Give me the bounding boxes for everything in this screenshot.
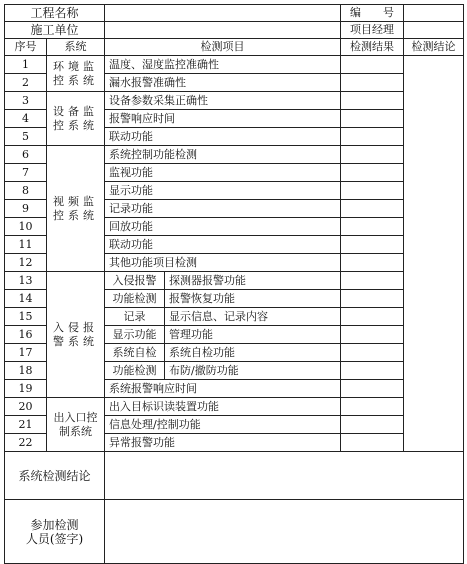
item-label: 联动功能: [105, 236, 341, 254]
item-label: 其他功能项目检测: [105, 254, 341, 272]
item-label: 报警恢复功能: [165, 290, 341, 308]
number-field[interactable]: [404, 5, 464, 22]
result-cell[interactable]: [341, 146, 404, 164]
project-name-field[interactable]: [105, 5, 341, 22]
contractor-label: 施工单位: [5, 22, 105, 39]
participants-label: [5, 500, 105, 564]
row-number: 19: [5, 380, 47, 398]
result-cell[interactable]: [341, 236, 404, 254]
col-system: 系统: [47, 39, 105, 56]
table-row: [5, 92, 464, 110]
col-item: 检测项目: [105, 39, 341, 56]
subgroup-record-line2: 显示功能: [105, 326, 165, 344]
item-label: 设备参数采集正确性: [105, 92, 341, 110]
result-cell[interactable]: [341, 398, 404, 416]
project-manager-label: 项目经理: [341, 22, 404, 39]
result-cell[interactable]: [341, 74, 404, 92]
system-env: 环境监控系统: [47, 56, 105, 92]
row-number: 3: [5, 92, 47, 110]
row-number: 1: [5, 56, 47, 74]
participants-row: [5, 500, 464, 564]
result-cell[interactable]: [341, 92, 404, 110]
table-row: [5, 398, 464, 416]
table-row: [5, 56, 464, 74]
row-number: 16: [5, 326, 47, 344]
system-access: 出入口控制系统: [47, 398, 105, 452]
result-cell[interactable]: [341, 362, 404, 380]
project-manager-field[interactable]: [404, 22, 464, 39]
result-cell[interactable]: [341, 308, 404, 326]
item-label: 记录功能: [105, 200, 341, 218]
participants-label-line2: 人员(签字): [25, 531, 84, 546]
result-cell[interactable]: [341, 182, 404, 200]
system-conclusion-field[interactable]: [105, 452, 464, 500]
contractor-field[interactable]: [105, 22, 341, 39]
col-result: 检测结果: [341, 39, 404, 56]
row-number: 15: [5, 308, 47, 326]
system-intrusion: 入侵报警系统: [47, 272, 105, 398]
result-cell[interactable]: [341, 416, 404, 434]
column-header-row: [5, 39, 464, 56]
item-label: 管理功能: [165, 326, 341, 344]
row-number: 13: [5, 272, 47, 290]
item-label: 联动功能: [105, 128, 341, 146]
row-number: 22: [5, 434, 47, 452]
result-cell[interactable]: [341, 254, 404, 272]
number-label: 编 号: [341, 5, 404, 22]
table-row: [5, 146, 464, 164]
col-seq: 序号: [5, 39, 47, 56]
item-label: 探测器报警功能: [165, 272, 341, 290]
system-equip: 设备监控系统: [47, 92, 105, 146]
row-number: 5: [5, 128, 47, 146]
conclusion-row: [5, 452, 464, 500]
inspection-record-form: [4, 4, 464, 564]
row-number: 18: [5, 362, 47, 380]
result-cell[interactable]: [341, 218, 404, 236]
item-label: 显示功能: [105, 182, 341, 200]
row-number: 8: [5, 182, 47, 200]
item-label: 出入目标识读装置功能: [105, 398, 341, 416]
result-cell[interactable]: [341, 434, 404, 452]
item-label: 布防/撤防功能: [165, 362, 341, 380]
row-number: 6: [5, 146, 47, 164]
result-cell[interactable]: [341, 200, 404, 218]
item-label: 系统报警响应时间: [105, 380, 341, 398]
row-number: 7: [5, 164, 47, 182]
row-number: 2: [5, 74, 47, 92]
subgroup-selfcheck-line1: 系统自检: [105, 344, 165, 362]
item-label: 异常报警功能: [105, 434, 341, 452]
result-cell[interactable]: [341, 290, 404, 308]
subgroup-intrusion-line1: 入侵报警: [105, 272, 165, 290]
result-cell[interactable]: [341, 110, 404, 128]
conclusion-cell[interactable]: [404, 56, 464, 452]
subgroup-selfcheck-line2: 功能检测: [105, 362, 165, 380]
project-name-label: 工程名称: [5, 5, 105, 22]
subgroup-record-line1: 记录: [105, 308, 165, 326]
col-conclusion: 检测结论: [404, 39, 464, 56]
result-cell[interactable]: [341, 56, 404, 74]
item-label: 系统控制功能检测: [105, 146, 341, 164]
item-label: 回放功能: [105, 218, 341, 236]
subgroup-intrusion-line2: 功能检测: [105, 290, 165, 308]
result-cell[interactable]: [341, 164, 404, 182]
item-label: 系统自检功能: [165, 344, 341, 362]
item-label: 报警响应时间: [105, 110, 341, 128]
header-row-2: [5, 22, 464, 39]
item-label: 温度、湿度监控准确性: [105, 56, 341, 74]
row-number: 11: [5, 236, 47, 254]
row-number: 4: [5, 110, 47, 128]
result-cell[interactable]: [341, 272, 404, 290]
row-number: 9: [5, 200, 47, 218]
system-conclusion-label: 系统检测结论: [5, 452, 105, 500]
result-cell[interactable]: [341, 326, 404, 344]
table-row: [5, 272, 464, 290]
result-cell[interactable]: [341, 380, 404, 398]
participants-signature-field[interactable]: [105, 500, 464, 564]
participants-label-line1: 参加检测: [30, 517, 79, 532]
header-row-1: [5, 5, 464, 22]
row-number: 21: [5, 416, 47, 434]
item-label: 漏水报警准确性: [105, 74, 341, 92]
row-number: 14: [5, 290, 47, 308]
row-number: 12: [5, 254, 47, 272]
row-number: 17: [5, 344, 47, 362]
result-cell[interactable]: [341, 344, 404, 362]
item-label: 监视功能: [105, 164, 341, 182]
item-label: 信息处理/控制功能: [105, 416, 341, 434]
result-cell[interactable]: [341, 128, 404, 146]
system-video: 视频监控系统: [47, 146, 105, 272]
row-number: 10: [5, 218, 47, 236]
row-number: 20: [5, 398, 47, 416]
item-label: 显示信息、记录内容: [165, 308, 341, 326]
